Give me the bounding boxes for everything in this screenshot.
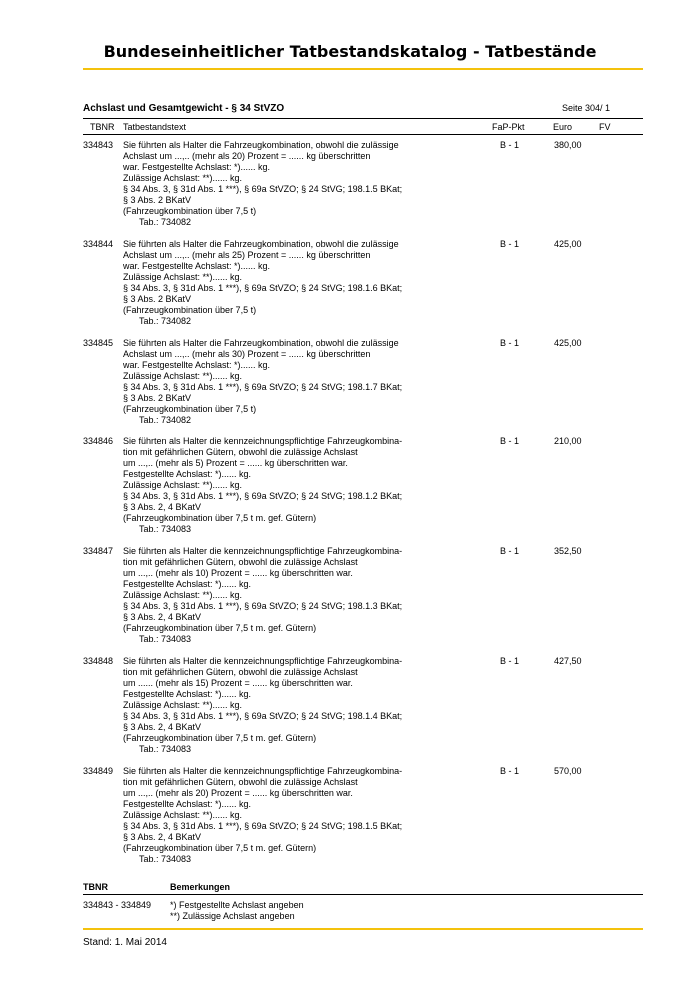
footer-divider [83,928,643,930]
entry-text-line: um ...,.. (mehr als 5) Prozent = ...... kg überschritten war. [123,458,348,468]
entry-tbnr: 334844 [83,239,114,249]
section-title: Achslast und Gesamtgewicht - § 34 StVZO [83,103,285,114]
entry-text-line: (Fahrzeugkombination über 7,5 t) [123,305,257,315]
entry-text-line: Zulässige Achslast: **)...... kg. [123,272,243,282]
entry-tbnr: 334843 [83,140,114,150]
entry-text-line: § 3 Abs. 2, 4 BKatV [123,502,202,512]
entry-text-line: Sie führten als Halter die Fahrzeugkombination, obwohl die zulässige [123,239,399,249]
entry-text-line: um ...... (mehr als 15) Prozent = ...... kg überschritten war. [123,678,353,688]
entry-text-line: Zulässige Achslast: **)...... kg. [123,480,243,490]
entry-tab-ref: Tab.: 734082 [139,415,192,425]
entry-tbnr: 334847 [83,546,114,556]
entry-tab-ref: Tab.: 734083 [139,854,192,864]
entry-text-line: um ...,.. (mehr als 10) Prozent = ...... kg überschritten war. [123,568,353,578]
entry-text-line: Sie führten als Halter die kennzeichnungspflichtige Fahrzeugkombina- [123,656,403,666]
entry-text-line: tion mit gefährlichen Gütern, obwohl die zulässige Achslast [123,777,358,787]
entry-text-line: § 3 Abs. 2 BKatV [123,393,192,403]
entry-text-line: um ...,.. (mehr als 20) Prozent = ...... kg überschritten war. [123,788,353,798]
col-header-fap: FaP-Pkt [492,122,525,132]
entry-tbnr: 334845 [83,338,114,348]
entry-text-line: Achslast um ...,.. (mehr als 30) Prozent = ...... kg überschritten [123,349,371,359]
remarks-range: 334843 - 334849 [83,900,152,910]
entry-text-line: tion mit gefährlichen Gütern, obwohl die zulässige Achslast [123,557,358,567]
entry-text-line: tion mit gefährlichen Gütern, obwohl die zulässige Achslast [123,667,358,677]
entry-tab-ref: Tab.: 734083 [139,524,192,534]
entry-text-line: Zulässige Achslast: **)...... kg. [123,371,243,381]
entry-fap-points: B - 1 [500,766,520,776]
entry-text [123,140,443,228]
entry-tab-ref: Tab.: 734083 [139,744,192,754]
entry-fap-points: B - 1 [500,239,520,249]
remarks-notes [170,900,304,922]
footer-date: Stand: 1. Mai 2014 [83,937,167,948]
entry-text [123,338,443,426]
entry-fap-points: B - 1 [500,436,520,446]
page-number: Seite 304/ 1 [562,103,611,113]
entry-text-line: Zulässige Achslast: **)...... kg. [123,173,243,183]
entry-text [123,239,443,327]
page-title: Bundeseinheitlicher Tatbestandskatalog - Tatbestände [103,42,597,61]
entry-euro: 425,00 [554,239,582,249]
header-divider [83,68,643,70]
entry-text-line: Zulässige Achslast: **)...... kg. [123,590,243,600]
remarks-header-title: Bemerkungen [170,882,231,892]
entry-text-line: Zulässige Achslast: **)...... kg. [123,700,243,710]
entry-fap-points: B - 1 [500,140,520,150]
entry-text-line: § 34 Abs. 3, § 31d Abs. 1 ***), § 69a StVZO; § 24 StVG; 198.1.6 BKat; [123,283,403,293]
entry-text-line: § 34 Abs. 3, § 31d Abs. 1 ***), § 69a StVZO; § 24 StVG; 198.1.5 BKat; [123,821,403,831]
entry-tbnr: 334848 [83,656,114,666]
entry-text-line: Achslast um ...,.. (mehr als 20) Prozent = ...... kg überschritten [123,151,371,161]
entry-text-line: Sie führten als Halter die kennzeichnungspflichtige Fahrzeugkombina- [123,436,403,446]
entry-euro: 352,50 [554,546,582,556]
entry-text-line: § 34 Abs. 3, § 31d Abs. 1 ***), § 69a StVZO; § 24 StVG; 198.1.5 BKat; [123,184,403,194]
entry-fap-points: B - 1 [500,656,520,666]
entry-euro: 210,00 [554,436,582,446]
col-header-tbnr: TBNR [90,122,115,132]
entry-text-line: (Fahrzeugkombination über 7,5 t m. gef. Gütern) [123,843,317,853]
entry-tbnr: 334849 [83,766,114,776]
table-top-rule [83,118,643,119]
entry-text-line: Sie führten als Halter die kennzeichnungspflichtige Fahrzeugkombina- [123,546,403,556]
col-header-text: Tatbestandstext [123,122,187,132]
entry-text-line: (Fahrzeugkombination über 7,5 t) [123,206,257,216]
entry-text-line: (Fahrzeugkombination über 7,5 t m. gef. Gütern) [123,733,317,743]
entry-text-line: Festgestellte Achslast: *)...... kg. [123,579,252,589]
entry-tab-ref: Tab.: 734082 [139,316,192,326]
remarks-header-tbnr: TBNR [83,882,108,892]
entry-tbnr: 334846 [83,436,114,446]
entry-text-line: Sie führten als Halter die Fahrzeugkombination, obwohl die zulässige [123,338,399,348]
remarks-rule [83,894,643,895]
entry-text-line: (Fahrzeugkombination über 7,5 t m. gef. Gütern) [123,513,317,523]
entry-text-line: war. Festgestellte Achslast: *)...... kg. [123,162,271,172]
entry-text-line: Achslast um ...,.. (mehr als 25) Prozent = ...... kg überschritten [123,250,371,260]
entry-euro: 425,00 [554,338,582,348]
entry-text-line: tion mit gefährlichen Gütern, obwohl die zulässige Achslast [123,447,358,457]
entry-text [123,766,443,865]
entry-text-line: § 3 Abs. 2, 4 BKatV [123,832,202,842]
entry-text [123,546,443,645]
entry-text-line: Festgestellte Achslast: *)...... kg. [123,799,252,809]
col-header-euro: Euro [553,122,573,132]
entry-text [123,436,443,535]
entry-euro: 380,00 [554,140,582,150]
entry-text-line: § 34 Abs. 3, § 31d Abs. 1 ***), § 69a StVZO; § 24 StVG; 198.1.3 BKat; [123,601,403,611]
entry-text-line: (Fahrzeugkombination über 7,5 t) [123,404,257,414]
remark-note: *) Festgestellte Achslast angeben [170,900,304,910]
entry-text-line: war. Festgestellte Achslast: *)...... kg. [123,360,271,370]
col-header-fv: FV [599,122,611,132]
entry-text-line: § 34 Abs. 3, § 31d Abs. 1 ***), § 69a StVZO; § 24 StVG; 198.1.4 BKat; [123,711,403,721]
entry-tab-ref: Tab.: 734083 [139,634,192,644]
entry-text-line: Festgestellte Achslast: *)...... kg. [123,469,252,479]
entry-text-line: Sie führten als Halter die Fahrzeugkombination, obwohl die zulässige [123,140,399,150]
remark-note: **) Zulässige Achslast angeben [170,911,295,921]
entry-text [123,656,443,755]
entry-text-line: Sie führten als Halter die kennzeichnungspflichtige Fahrzeugkombina- [123,766,403,776]
entry-fap-points: B - 1 [500,338,520,348]
entry-euro: 427,50 [554,656,582,666]
entry-text-line: § 3 Abs. 2 BKatV [123,195,192,205]
entry-tab-ref: Tab.: 734082 [139,217,192,227]
entry-text-line: Festgestellte Achslast: *)...... kg. [123,689,252,699]
entry-text-line: § 34 Abs. 3, § 31d Abs. 1 ***), § 69a StVZO; § 24 StVG; 198.1.2 BKat; [123,491,403,501]
entry-text-line: § 3 Abs. 2, 4 BKatV [123,612,202,622]
entry-text-line: Zulässige Achslast: **)...... kg. [123,810,243,820]
entry-text-line: (Fahrzeugkombination über 7,5 t m. gef. Gütern) [123,623,317,633]
entry-euro: 570,00 [554,766,582,776]
entry-text-line: § 3 Abs. 2, 4 BKatV [123,722,202,732]
table-header-rule [83,134,643,135]
entry-fap-points: B - 1 [500,546,520,556]
entry-text-line: § 3 Abs. 2 BKatV [123,294,192,304]
entry-text-line: war. Festgestellte Achslast: *)...... kg. [123,261,271,271]
entry-text-line: § 34 Abs. 3, § 31d Abs. 1 ***), § 69a StVZO; § 24 StVG; 198.1.7 BKat; [123,382,403,392]
